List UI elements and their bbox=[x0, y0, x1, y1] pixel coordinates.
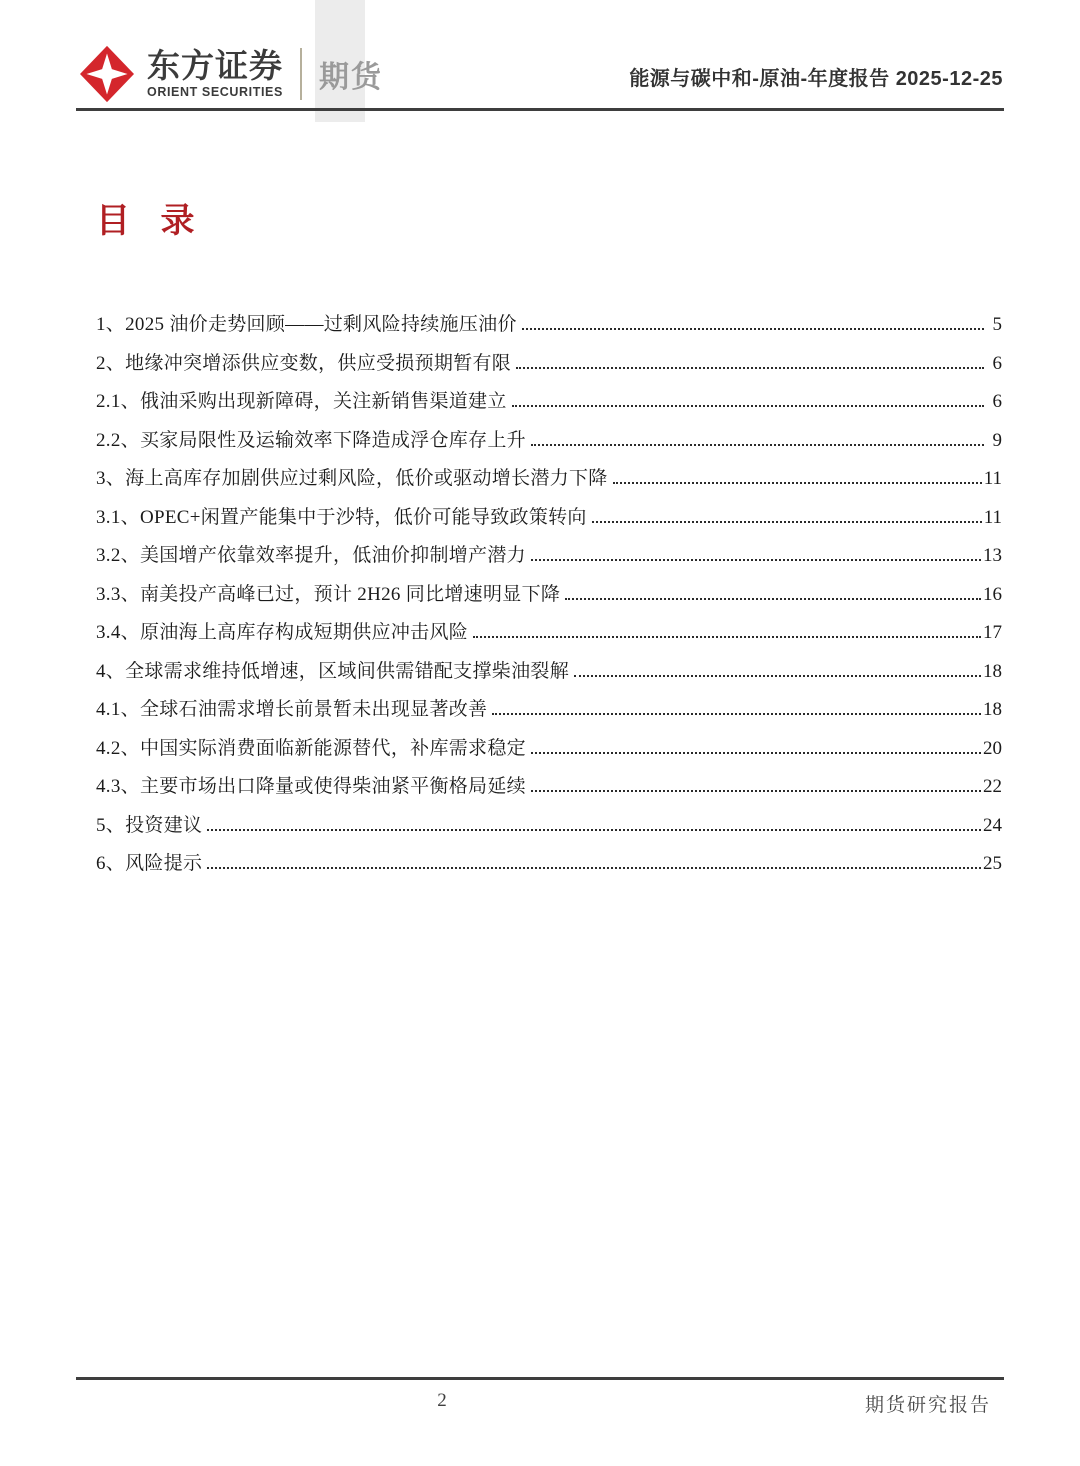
toc-leader-dots bbox=[613, 482, 982, 484]
toc-leader-dots bbox=[522, 328, 984, 330]
toc-leader-dots bbox=[592, 521, 982, 523]
page-number: 2 bbox=[437, 1390, 447, 1411]
toc-entry[interactable] bbox=[96, 386, 1002, 412]
footer-rule bbox=[76, 1377, 1004, 1380]
toc-leader-dots bbox=[516, 367, 984, 369]
toc-entry-page: 11 bbox=[983, 468, 1002, 489]
toc-entry[interactable] bbox=[96, 771, 1002, 797]
brand-text-block bbox=[147, 46, 283, 100]
toc-entry-label: 4、全球需求维持低增速，区域间供需错配支撑柴油裂解 bbox=[96, 660, 570, 682]
brand-division-label: 期货 bbox=[319, 61, 383, 94]
toc-entry[interactable] bbox=[96, 502, 1002, 528]
toc-entry-page: 5 bbox=[992, 314, 1002, 335]
toc-entry-label: 3.2、美国增产依靠效率提升，低油价抑制增产潜力 bbox=[96, 545, 526, 566]
toc-entry-page: 6 bbox=[992, 391, 1002, 412]
toc-entry[interactable] bbox=[96, 617, 1002, 643]
toc-entry-page: 9 bbox=[992, 429, 1002, 451]
toc-entry-label: 6、风险提示 bbox=[96, 853, 203, 874]
toc-entry-label: 3.4、原油海上高库存构成短期供应冲击风险 bbox=[96, 622, 469, 643]
toc-leader-dots bbox=[531, 790, 981, 792]
toc-entry-label: 2.2、买家局限性及运输效率下降造成浮仓库存上升 bbox=[96, 429, 526, 451]
toc-entry-page: 11 bbox=[983, 506, 1002, 528]
toc-entry-label: 3、海上高库存加剧供应过剩风险，低价或驱动增长潜力下降 bbox=[96, 468, 608, 489]
toc-entry-page: 18 bbox=[983, 699, 1002, 720]
toc-entry-page: 13 bbox=[983, 545, 1002, 566]
brand-name-cn: 东方证券 bbox=[147, 46, 283, 84]
toc-entry-page: 17 bbox=[983, 622, 1002, 643]
toc-entry[interactable] bbox=[96, 579, 1002, 605]
toc-entry[interactable] bbox=[96, 848, 1002, 874]
toc-entry-page: 22 bbox=[983, 776, 1002, 797]
toc-leader-dots bbox=[207, 829, 981, 831]
toc-entry-label: 5、投资建议 bbox=[96, 814, 203, 836]
toc-entry-page: 18 bbox=[983, 660, 1002, 682]
toc-entry[interactable] bbox=[96, 425, 1002, 451]
toc-entry-label: 4.1、全球石油需求增长前景暂未出现显著改善 bbox=[96, 699, 488, 720]
toc-entry-label: 4.2、中国实际消费面临新能源替代，补库需求稳定 bbox=[96, 737, 526, 759]
toc-entry[interactable] bbox=[96, 348, 1002, 374]
toc-entry[interactable] bbox=[96, 656, 1002, 682]
toc-title: 目 录 bbox=[96, 203, 206, 240]
toc-leader-dots bbox=[574, 675, 981, 677]
footer-report-type-label: 期货研究报告 bbox=[864, 1395, 991, 1416]
brand-logo bbox=[80, 45, 383, 103]
toc-leader-dots bbox=[531, 559, 981, 561]
toc-entry-page: 6 bbox=[992, 352, 1002, 374]
toc-entry[interactable] bbox=[96, 463, 1002, 489]
toc-entry-label: 4.3、主要市场出口降量或使得柴油紧平衡格局延续 bbox=[96, 776, 526, 797]
toc-entry[interactable] bbox=[96, 540, 1002, 566]
brand-name-en: ORIENT SECURITIES bbox=[147, 85, 283, 100]
toc-entry-label: 2.1、俄油采购出现新障碍，关注新销售渠道建立 bbox=[96, 391, 507, 412]
toc-leader-dots bbox=[473, 636, 981, 638]
brand-divider-line bbox=[300, 48, 302, 100]
toc-entry-label: 3.3、南美投产高峰已过，预计 2H26 同比增速明显下降 bbox=[96, 583, 561, 605]
toc-entry-page: 20 bbox=[983, 737, 1002, 759]
toc-entry-label: 3.1、OPEC+闲置产能集中于沙特，低价可能导致政策转向 bbox=[96, 506, 587, 528]
toc-leader-dots bbox=[531, 752, 981, 754]
toc-leader-dots bbox=[207, 867, 981, 869]
toc-leader-dots bbox=[492, 713, 981, 715]
report-title: 能源与碳中和-原油-年度报告 2025-12-25 bbox=[629, 68, 1003, 90]
toc-leader-dots bbox=[565, 598, 981, 600]
toc-entry[interactable] bbox=[96, 309, 1002, 335]
toc-entry[interactable] bbox=[96, 694, 1002, 720]
orient-securities-logo-icon bbox=[80, 45, 134, 103]
toc-entry-page: 24 bbox=[983, 814, 1002, 836]
toc-entry-page: 25 bbox=[983, 853, 1002, 874]
header-rule bbox=[76, 108, 1004, 111]
toc-leader-dots bbox=[531, 444, 984, 446]
toc-entry[interactable] bbox=[96, 810, 1002, 836]
toc-leader-dots bbox=[512, 405, 984, 407]
toc-entry-page: 16 bbox=[983, 583, 1002, 605]
toc-entry[interactable] bbox=[96, 733, 1002, 759]
toc-list bbox=[96, 309, 1002, 887]
toc-entry-label: 1、2025 油价走势回顾——过剩风险持续施压油价 bbox=[96, 314, 517, 335]
toc-entry-label: 2、地缘冲突增添供应变数，供应受损预期暂有限 bbox=[96, 352, 512, 374]
